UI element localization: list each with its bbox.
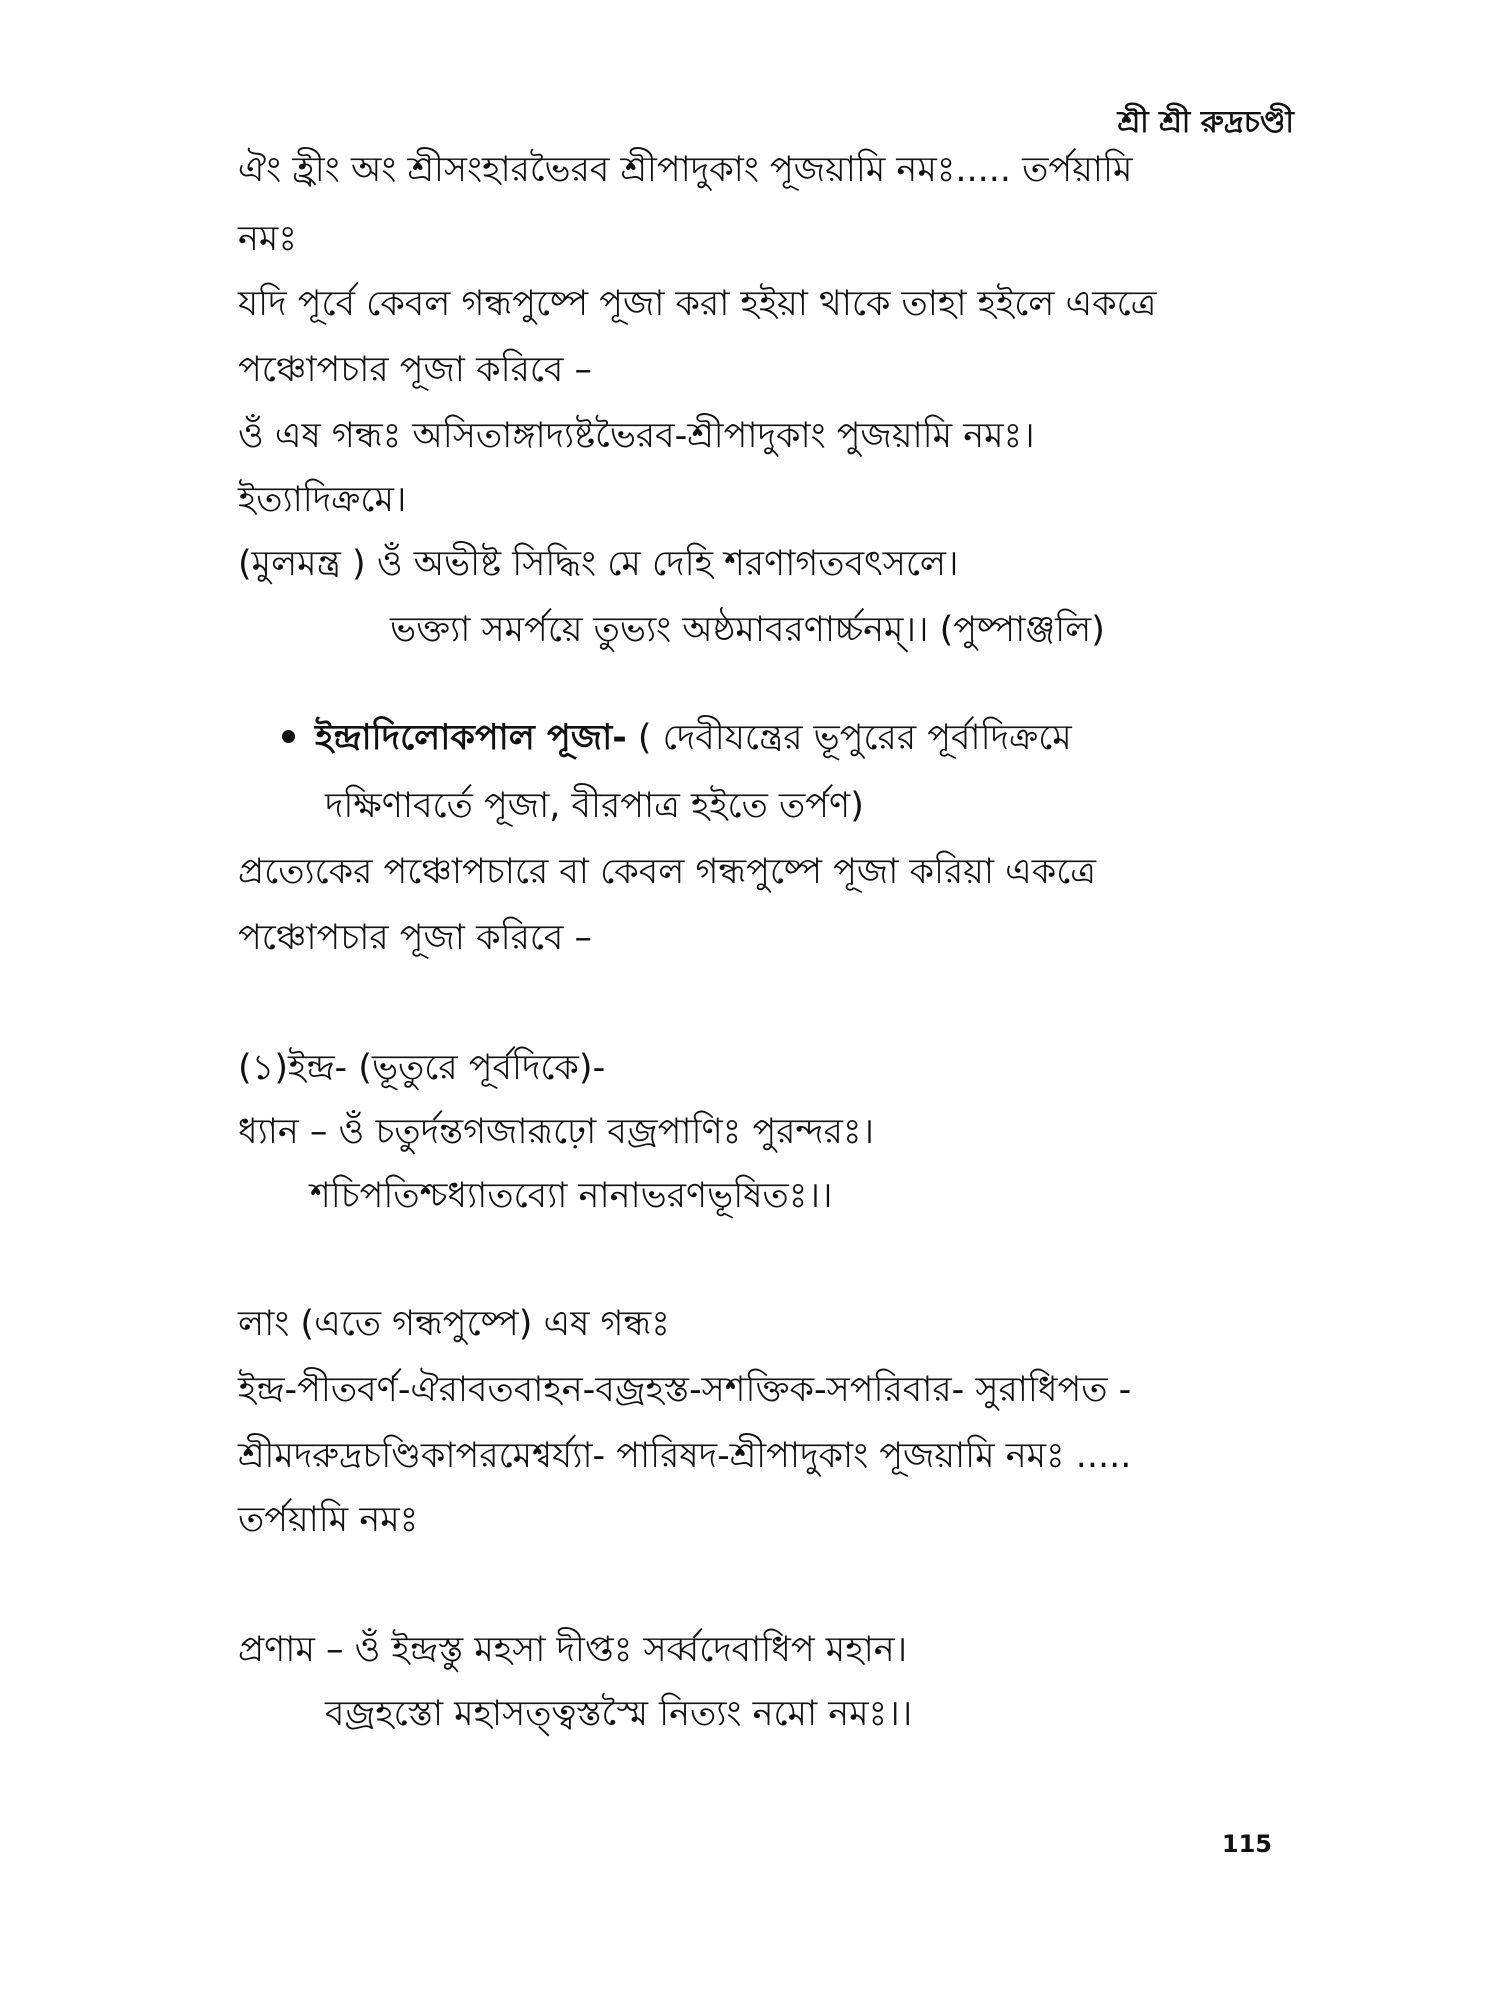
- page-number: 115: [1221, 1830, 1272, 1858]
- text-line-14: ধ্যান – ওঁ চতুর্দন্তগজারূঢ়ো বজ্রপাণিঃ পুরন্দরঃ।: [238, 1112, 874, 1152]
- bullet-heading: [282, 714, 1072, 762]
- text-line-11: প্রত্যেকের পঞ্চোপচারে বা কেবল গন্ধপুষ্পে পূজা করিয়া একত্রে: [238, 852, 1097, 892]
- text-line-10: দক্ষিণাবর্তে পূজা, বীরপাত্র হইতে তর্পণ): [325, 786, 864, 826]
- bullet-heading-rest: ( দেবীযন্ত্রের ভূপুরের পূর্বাদিক্রমে: [626, 718, 1072, 758]
- text-line-15: শচিপতিশ্চধ্যাতব্যো নানাভরণভূষিতঃ।।: [310, 1176, 833, 1216]
- text-line-13: (১)ইন্দ্র- (ভূতুরে পূর্বদিকে)-: [238, 1048, 606, 1088]
- text-line-1: ঐং হ্রীং অং শ্রীসংহারভৈরব শ্রীপাদুকাং পূজয়ামি নমঃ..... তর্পয়ামি: [238, 150, 1133, 190]
- text-line-6: ইত্যাদিক্রমে।: [238, 480, 407, 520]
- text-line-5: ওঁ এষ গন্ধঃ অসিতাঙ্গাদ্যষ্টভৈরব-শ্রীপাদুকাং পুজয়ামি নমঃ।: [238, 416, 1035, 456]
- running-header: শ্রী শ্রী রুদ্রচণ্ডী: [1117, 105, 1294, 140]
- text-line-17: ইন্দ্র-পীতবর্ণ-ঐরাবতবাহন-বজ্রহস্ত-সশক্তিক-সপরিবার- সুরাধিপত -: [238, 1370, 1132, 1410]
- text-line-4: পঞ্চোপচার পূজা করিবে –: [238, 350, 592, 390]
- text-line-8: ভক্ত্যা সমর্পয়ে তুভ্যং অষ্ঠমাবরণার্চ্চনম্।। (পুষ্পাঞ্জলি): [390, 610, 1105, 650]
- bullet-dot-icon: [282, 730, 295, 743]
- bullet-heading-title: ইন্দ্রাদিলোকপাল পূজা-: [315, 718, 627, 758]
- text-line-19: তর্পয়ামি নমঃ: [238, 1500, 419, 1540]
- text-line-2: নমঃ: [238, 219, 297, 259]
- text-line-7: (মুলমন্ত্র ) ওঁ অভীষ্ট সিদ্ধিং মে দেহি শরণাগতবৎসলে।: [238, 544, 959, 584]
- text-line-21: বজ্রহস্তো মহাসত্ত্বস্তস্মৈ নিত্যং নমো নমঃ।।: [325, 1694, 913, 1734]
- text-line-16: লাং (এতে গন্ধপুষ্পে) এষ গন্ধঃ: [238, 1304, 670, 1344]
- text-line-3: যদি পূর্বে কেবল গন্ধপুষ্পে পূজা করা হইয়া থাকে তাহা হইলে একত্রে: [238, 284, 1157, 324]
- text-line-12: পঞ্চোপচার পূজা করিবে –: [238, 918, 592, 958]
- text-line-20: প্রণাম – ওঁ ইন্দ্রস্তু মহসা দীপ্তঃ সর্ব্বদেবাধিপ মহান।: [238, 1630, 908, 1670]
- text-line-18: শ্রীমদরুদ্রচণ্ডিকাপরমেশ্বর্য্যা- পারিষদ-শ্রীপাদুকাং পূজয়ামি নমঃ .....: [238, 1436, 1132, 1476]
